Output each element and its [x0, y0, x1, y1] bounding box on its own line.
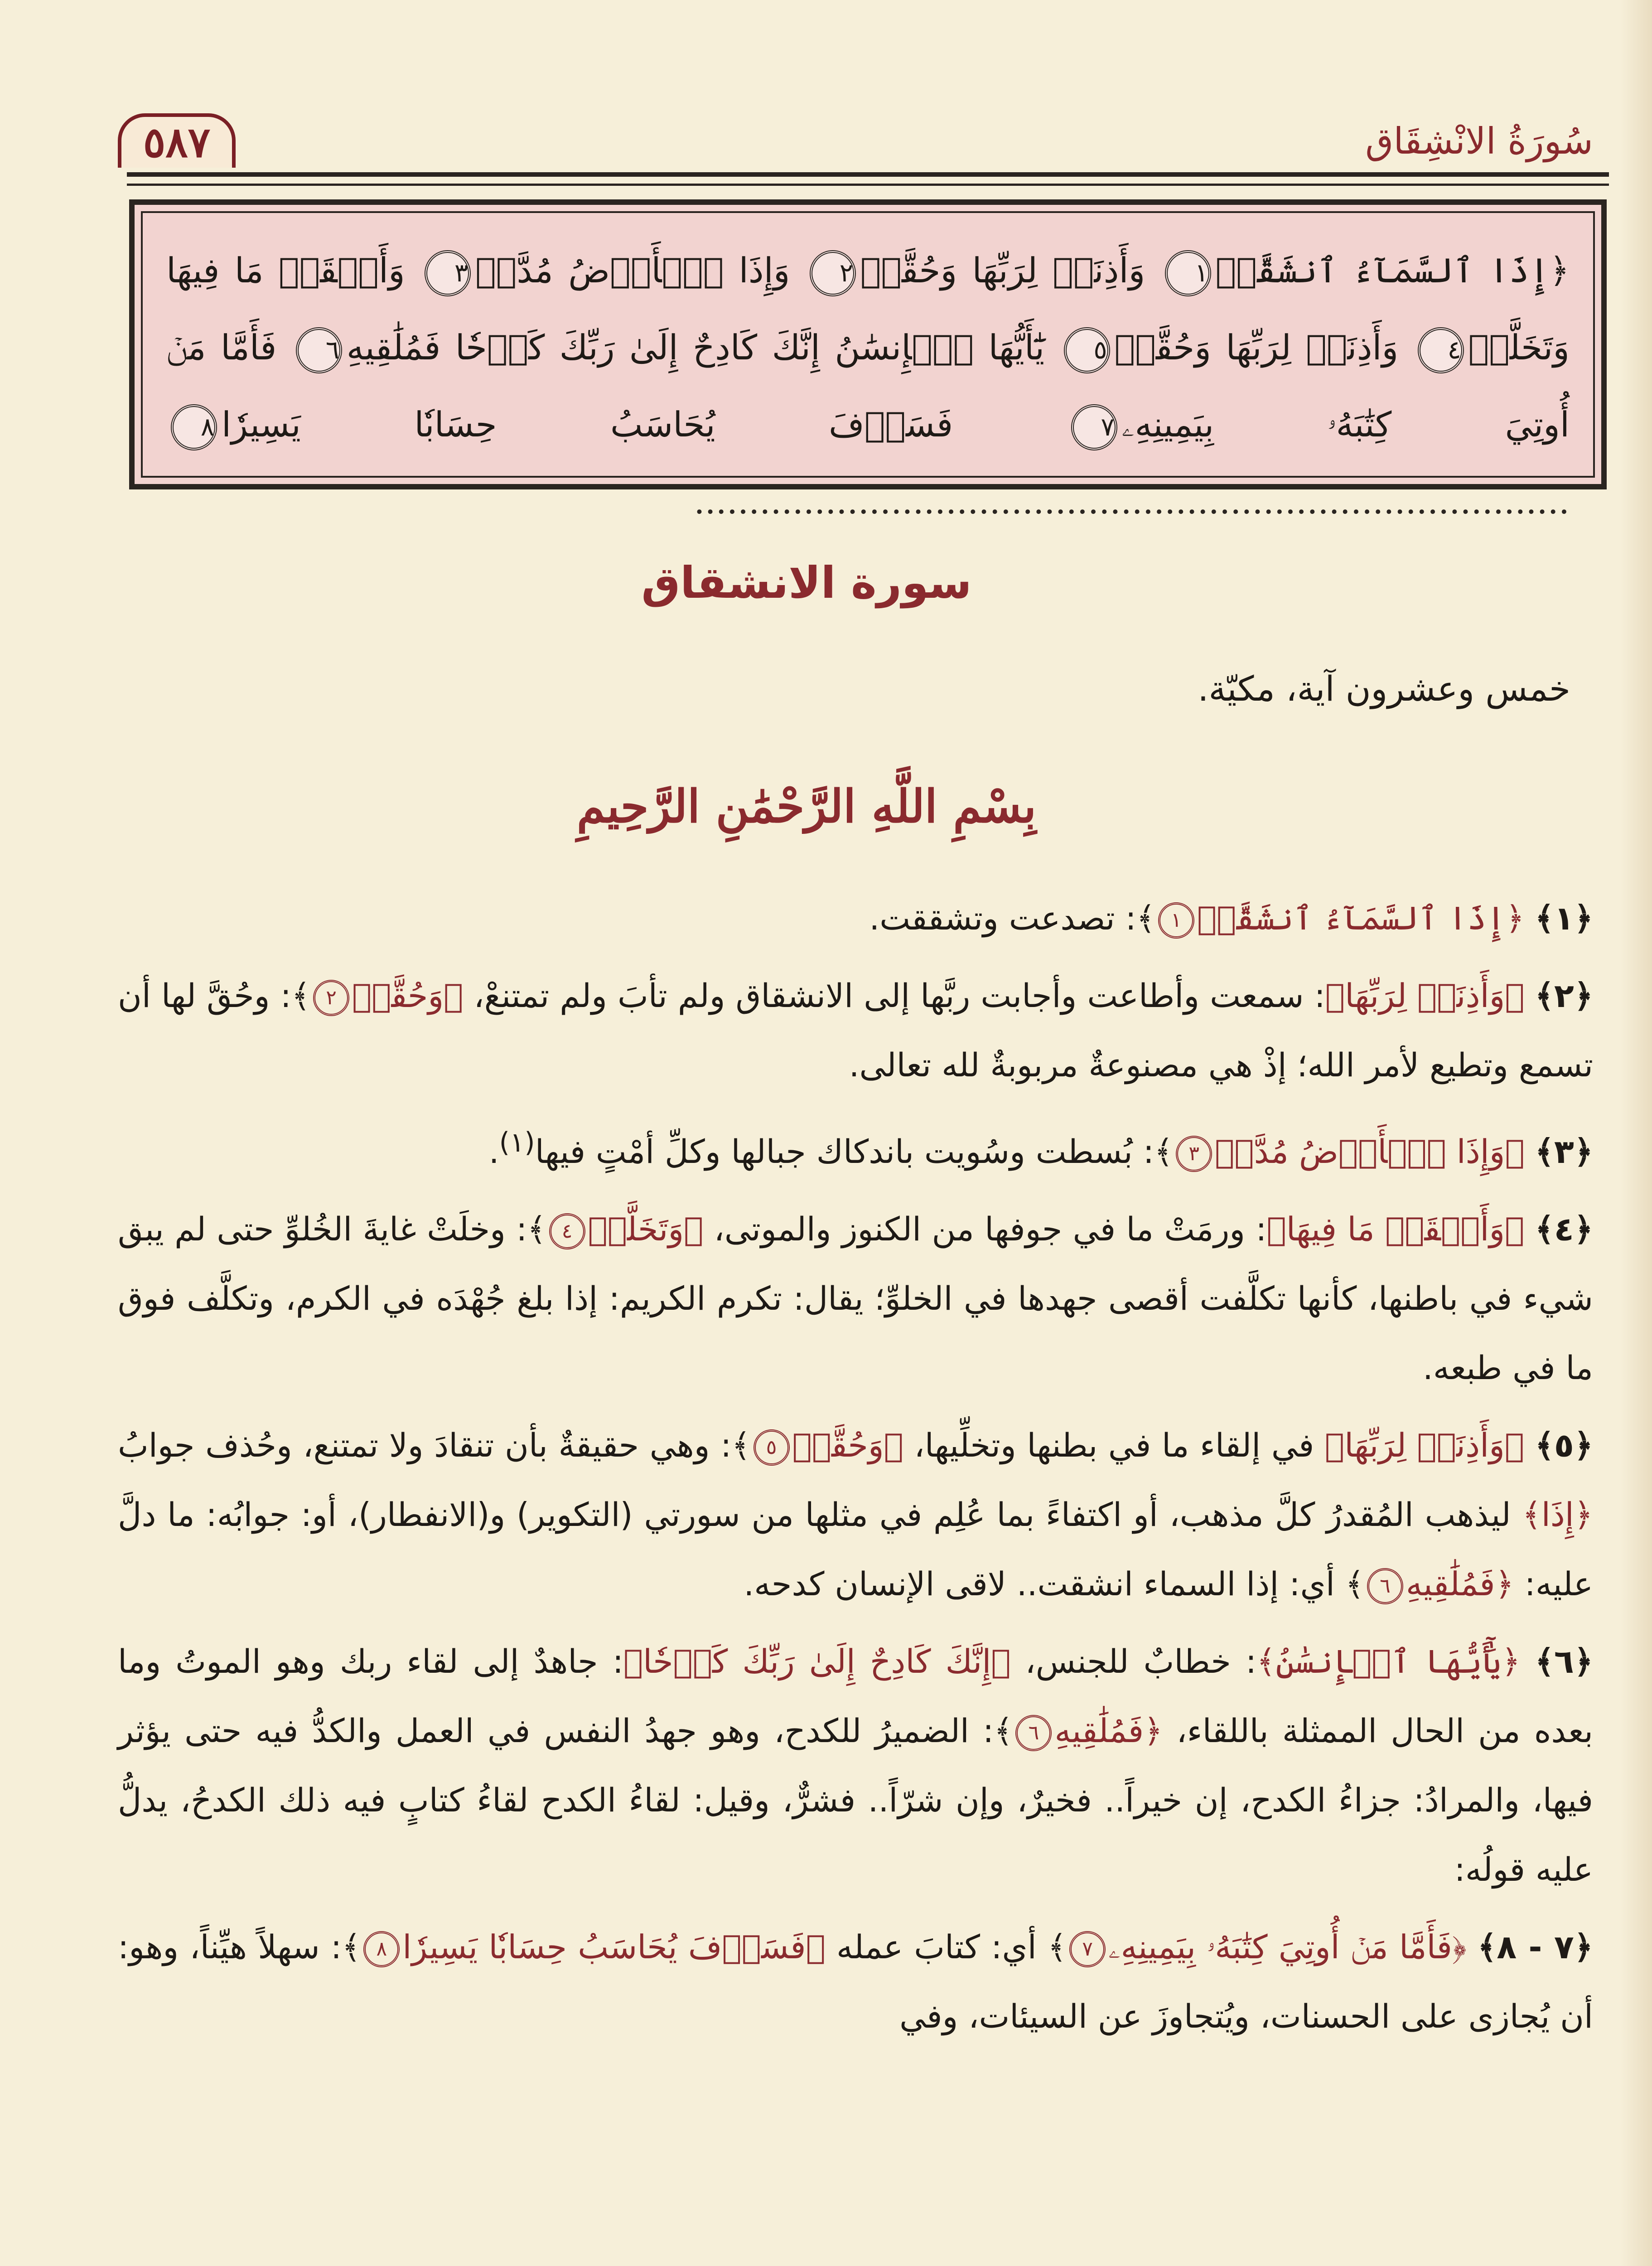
verse-quote: ﴿وَإِذَا ٱلۡأَرۡضُ مُدَّتۡ: [1215, 1133, 1525, 1171]
verse-text: ﴿إِذَا ٱلسَّمَآءُ ٱنشَقَّتۡ: [1215, 250, 1570, 291]
explanation-text: : خطابٌ للجنس،: [1010, 1642, 1257, 1680]
ayah-number-marker: ٤: [1418, 327, 1464, 373]
explanation-text: ﴾: وحُقَّ لها أن تسمع وتطيع لأمر الله؛ إذْ هي مصنوعةٌ مربوبةٌ لله تعالى.: [118, 977, 1593, 1084]
verse-quote: ﴿وَحُقَّتۡ: [792, 1426, 903, 1464]
ayah-number-marker: ٣: [425, 250, 471, 296]
explanation-text: ﴾: سهلاً هيِّناً، وهو: أن يُجازى على الحسنات، ويُتجاوزَ عن السيئات، وفي: [118, 1928, 1593, 2035]
verse-text: يَٰٓأَيُّهَا ٱلۡإِنسَٰنُ إِنَّكَ كَادِحٌ إِلَىٰ رَبِّكَ كَدۡحٗا فَمُلَٰقِيهِ: [346, 327, 1045, 368]
surah-info: خمس وعشرون آية، مكيّة.: [1198, 668, 1570, 709]
ayah-number-marker: ٦: [296, 327, 342, 373]
ayah-number-marker: ٦: [1367, 1568, 1403, 1604]
explanation-text: ﴾ أي: كتابَ عمله: [825, 1928, 1067, 1966]
verse-text: وَأَذِنَتۡ لِرَبِّهَا وَحُقَّتۡ: [860, 250, 1145, 291]
explanation-text: ﴾: بُسطت وسُويت باندكاك جبالها وكلِّ أمْتٍ فيها: [535, 1133, 1174, 1171]
verse-number: ﴿١﴾: [1535, 899, 1593, 937]
commentary-paragraph: [118, 1108, 1593, 1186]
explanation-text: ﴾: تصدعت وتشققت.: [869, 899, 1155, 937]
explanation-text: : جاهدٌ إلى لقاء ربك وهو الموتُ وما بعده من الحال الممثلة باللقاء،: [118, 1642, 1593, 1750]
explanation-text: في إلقاء ما في بطنها وتخلِّيها،: [903, 1426, 1325, 1464]
verse-number: ﴿٣﴾: [1535, 1133, 1593, 1171]
verse-text: وَإِذَا ٱلۡأَرۡضُ مُدَّتۡ: [475, 250, 790, 291]
commentary-paragraph: [118, 1913, 1593, 2051]
explanation-text: : ورمَتْ ما في جوفها من الكنوز والموتى،: [703, 1210, 1267, 1248]
basmala: بِسْمِ اللَّهِ الرَّحْمَٰنِ الرَّحِيمِ: [576, 780, 1037, 833]
explanation-text: .: [488, 1133, 499, 1171]
commentary-paragraph: [118, 1195, 1593, 1403]
verse-text: وَأَذِنَتۡ لِرَبِّهَا وَحُقَّتۡ: [1114, 327, 1399, 368]
verse-quote: ﴿إِذَا﴾: [1522, 1496, 1593, 1534]
footnote-reference: (١): [499, 1127, 535, 1158]
verse-number: ﴿٤﴾: [1535, 1210, 1594, 1248]
commentary-paragraph: [118, 1411, 1593, 1619]
ayah-number-marker: ٥: [1064, 327, 1110, 373]
verse-number: ﴿٧ - ٨﴾: [1478, 1928, 1593, 1966]
verse-number: ﴿٢﴾: [1535, 977, 1593, 1015]
quran-verses-text: [166, 232, 1570, 540]
verse-quote: ﴿إِذَا ٱلسَّمَآءُ ٱنشَقَّتۡ: [1197, 899, 1525, 937]
verse-quote: ﴿فَمُلَٰقِيهِ: [1054, 1712, 1163, 1750]
verse-quote: ﴿وَأَذِنَتۡ لِرَبِّهَا﴾: [1325, 977, 1525, 1015]
page-edge-shadow: [1620, 0, 1652, 2266]
explanation-text: ليذهب المُقدرُ كلَّ مذهب، أو اكتفاءً بما عُلِم في مثلها من سورتي (التكوير) و(الانفطار)، أو: جوابُه: ما دلَّ عليه:: [118, 1496, 1593, 1603]
verse-quote: ﴿وَأَلۡقَتۡ مَا فِيهَا﴾: [1266, 1210, 1525, 1248]
surah-title: سورة الانشقاق: [641, 557, 972, 608]
commentary-paragraph: [118, 961, 1593, 1100]
verse-quote: ﴿فَمُلَٰقِيهِ: [1406, 1565, 1514, 1603]
verse-quote: ﴿يَٰٓأَيُّهَا ٱلۡإِنسَٰنُ﴾: [1256, 1642, 1521, 1680]
explanation-text: ﴾: وهي حقيقةٌ بأن تنقادَ ولا تمتنع، وحُذف جوابُ: [118, 1426, 751, 1464]
ayah-number-marker: ٨: [171, 404, 217, 450]
verse-number: ﴿٦﴾: [1535, 1642, 1594, 1680]
verse-quote: ﴿وَتَخَلَّتۡ: [588, 1210, 704, 1248]
ayah-number-marker: ١: [1165, 250, 1211, 296]
ayah-number-marker: ٣: [1176, 1136, 1212, 1172]
verse-quote: ﴿وَأَذِنَتۡ لِرَبِّهَا﴾: [1324, 1426, 1525, 1464]
ayah-number-marker: ١: [1158, 902, 1194, 939]
verse-text: وَأَلۡقَتۡ مَا فِيهَا وَتَخَلَّتۡ: [166, 250, 1570, 368]
header-rule: [127, 172, 1609, 177]
quran-verses-box: [129, 199, 1607, 522]
explanation-text: ﴾: الضميرُ للكدح، وهو جهدُ النفس في العمل والكدُّ فيه حتى يؤثر فيها، والمرادُ: جزاءُ الكدح، إن خيراً.. فخيرٌ، وإن شرّاً.. فشرٌّ، وقيل: لقاءُ الكدح لقاءُ كتابٍ فيه ذلك الكدحُ، يدلُّ عليه قولُه:: [118, 1712, 1593, 1888]
verse-number: ﴿٥﴾: [1535, 1426, 1594, 1464]
verse-quote: ﴿وَحُقَّتۡ: [352, 977, 464, 1015]
commentary-paragraph: [118, 884, 1593, 953]
ayah-number-marker: ٢: [313, 980, 349, 1016]
page-number: ٥٨٧: [118, 113, 236, 168]
explanation-text: : سمعت وأطاعت وأجابت ربَّها إلى الانشقاق ولم تأبَ ولم تمتنعْ،: [463, 977, 1325, 1015]
verse-quote: ﴿فَسَوۡفَ يُحَاسَبُ حِسَابٗا يَسِيرٗا: [402, 1928, 826, 1966]
verse-text: فَأَمَّا مَنۡ أُوتِيَ كِتَٰبَهُۥ بِيَمِينِهِۦ: [166, 327, 1570, 445]
ayah-number-marker: ٧: [1071, 404, 1117, 450]
running-header-surah-name: سُورَةُ الانْشِقَاق: [1365, 120, 1593, 162]
ayah-number-marker: ٦: [1015, 1715, 1052, 1751]
ayah-number-marker: ٧: [1069, 1931, 1106, 1967]
header-rule-thin: [127, 184, 1609, 186]
ayah-number-marker: ٤: [549, 1213, 585, 1249]
ayah-number-marker: ٢: [810, 250, 856, 296]
tafsir-commentary: [118, 884, 1593, 2059]
commentary-paragraph: [118, 1627, 1593, 1904]
ayah-number-marker: ٨: [363, 1931, 400, 1967]
explanation-text: ﴾ أي: إذا السماء انشقت.. لاقى الإنسان كدحه.: [744, 1565, 1364, 1603]
dotted-leader: ................................................................................: [694, 481, 1570, 522]
verse-quote: ﴿إِنَّكَ كَادِحٌ إِلَىٰ رَبِّكَ كَدۡحٗا﴾: [623, 1642, 1011, 1680]
verse-text: فَسَوۡفَ يُحَاسَبُ حِسَابٗا يَسِيرٗا: [222, 404, 953, 445]
explanation-text: ﴾: وخلَتْ غايةَ الخُلوِّ حتى لم يبق شيء في باطنها، كأنها تكلَّفت أقصى جهدها في الخلوِّ؛ يقال: تكرم الكريم: إذا بلغ جُهْدَه في الكرم، وتكلَّف فوق ما في طبعه.: [118, 1210, 1593, 1387]
ayah-number-marker: ٥: [754, 1429, 790, 1466]
verse-quote: ﴿فَأَمَّا مَنۡ أُوتِيَ كِتَٰبَهُۥ بِيَمِينِهِۦ: [1108, 1928, 1467, 1966]
